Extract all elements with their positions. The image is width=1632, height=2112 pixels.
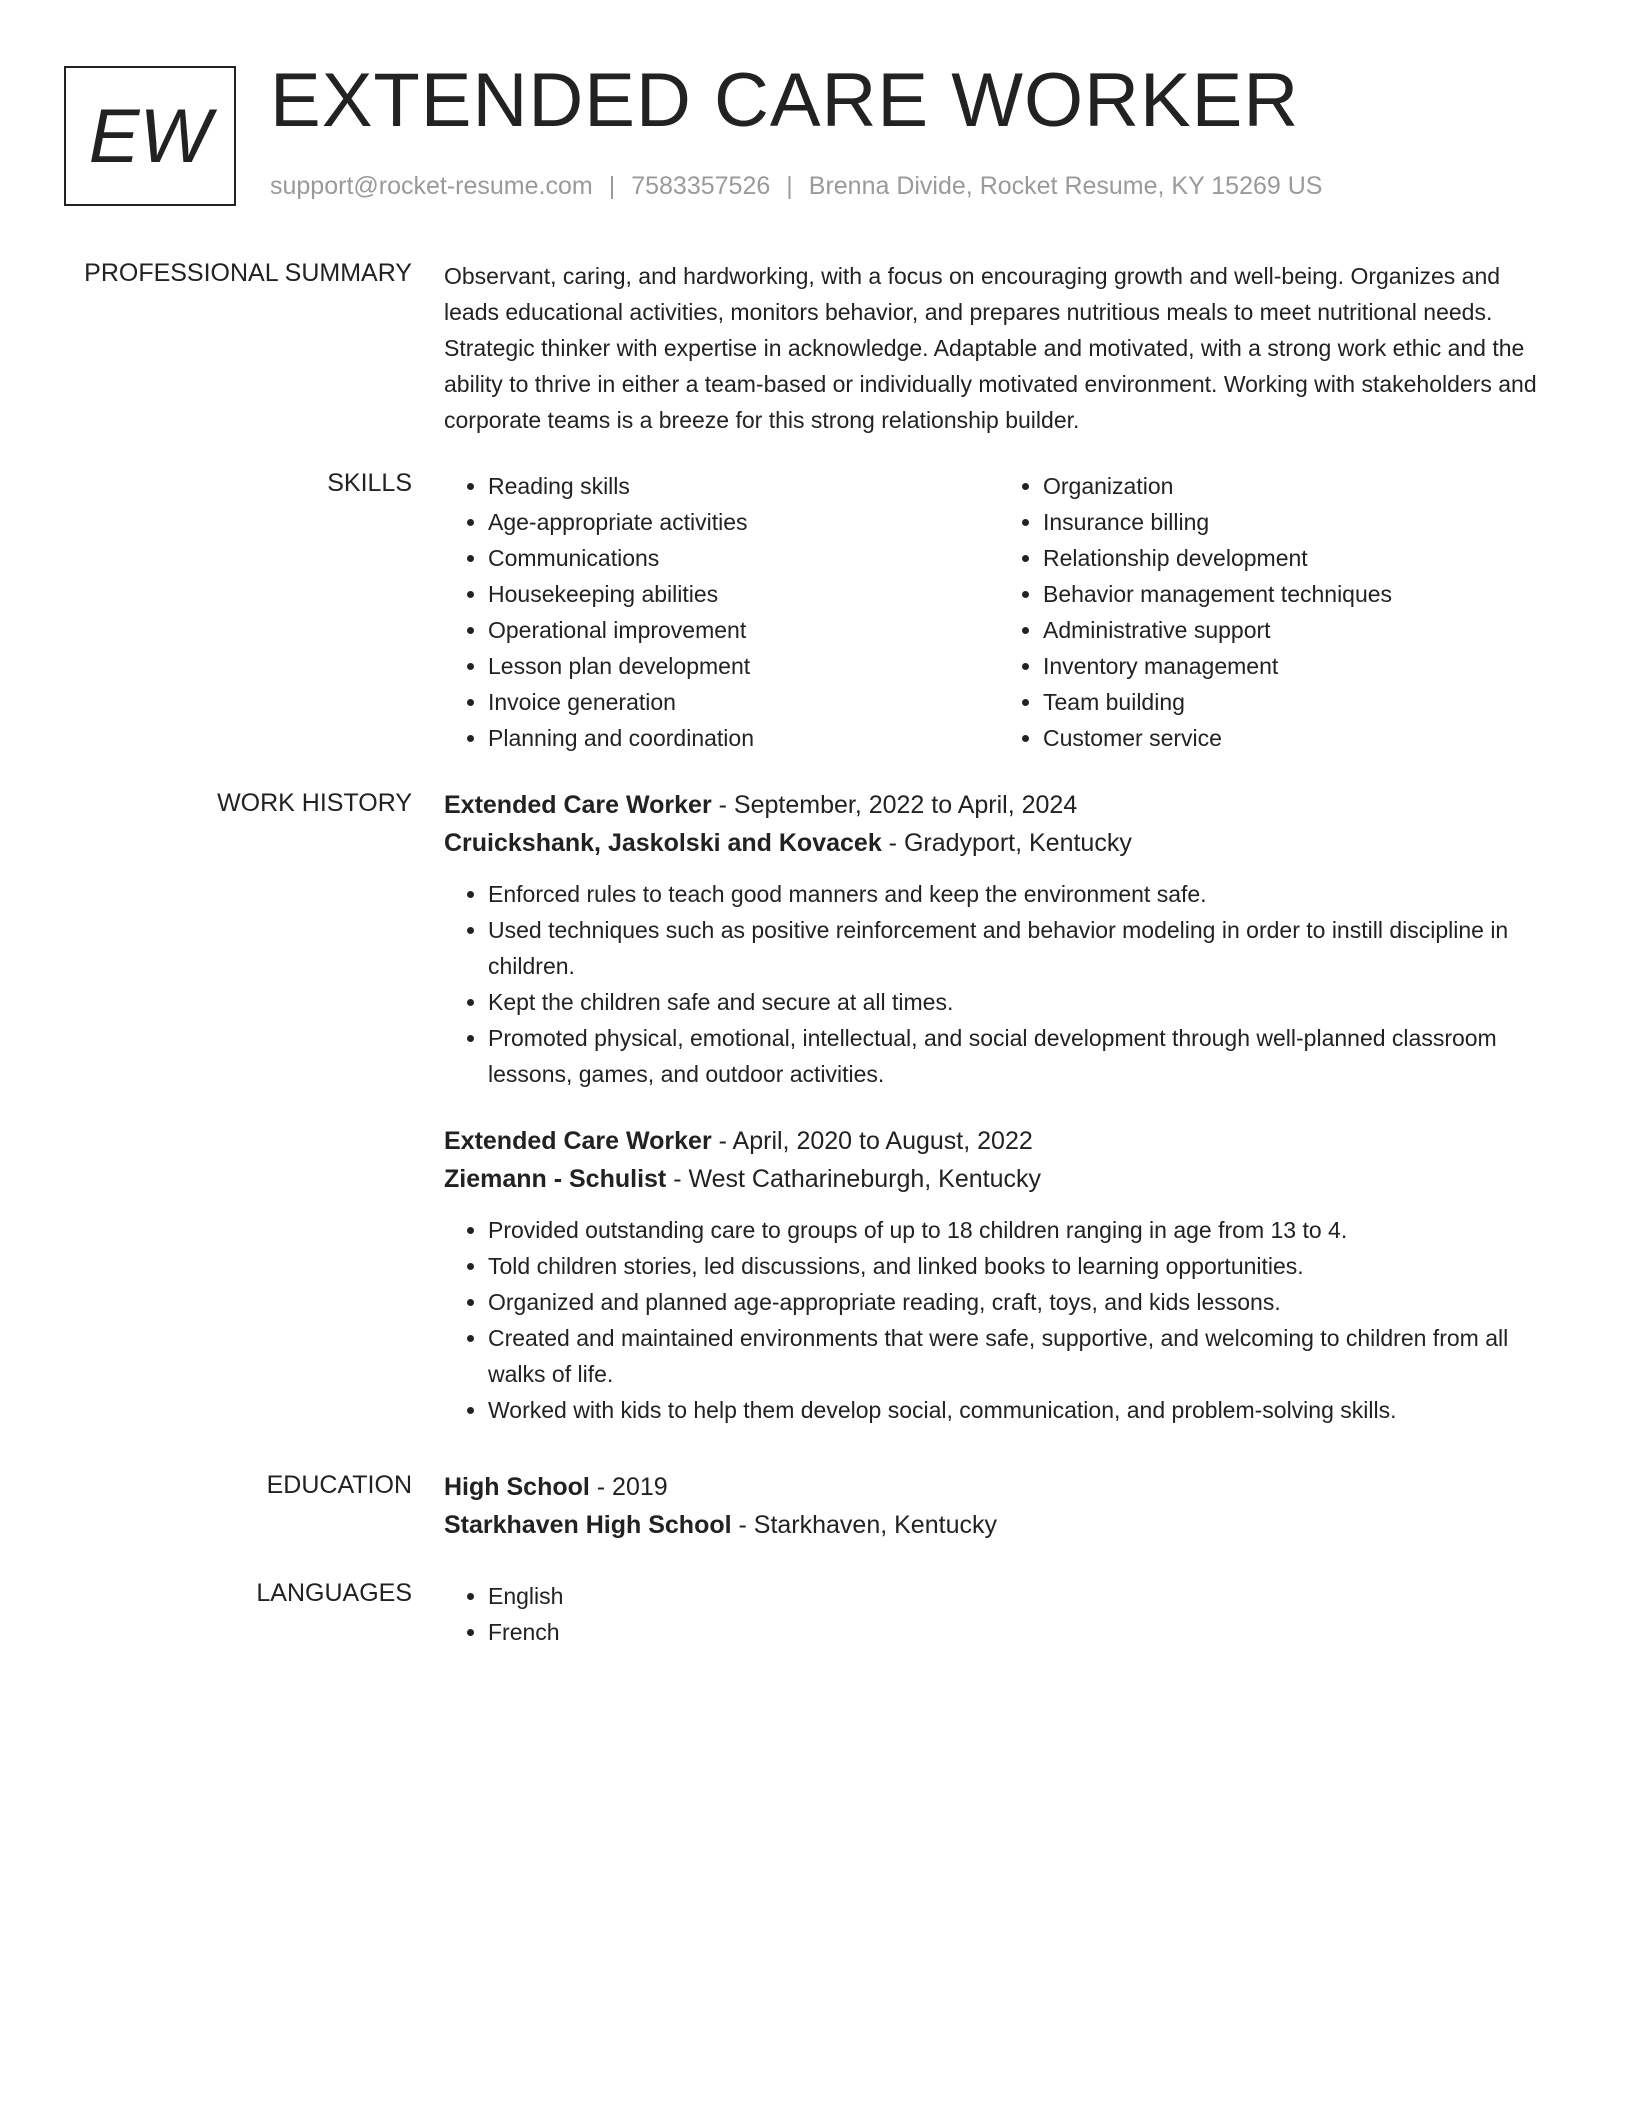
education-degree: High School [444, 1473, 590, 1501]
job-title-line [444, 1122, 1554, 1160]
job-bullets [444, 876, 1554, 1092]
job-bullet: • Created and maintained environments that were safe, supportive, and welcoming to children from all walks of life. [488, 1320, 1554, 1392]
language-item: • English [488, 1578, 1554, 1614]
skills-column-left [444, 468, 999, 756]
skills-grid [444, 468, 1554, 756]
job-dates: - September, 2022 to April, 2024 [711, 791, 1078, 819]
skill-item: • Invoice generation [488, 684, 999, 720]
skill-item: • Planning and coordination [488, 720, 999, 756]
job-bullet: • Enforced rules to teach good manners and keep the environment safe. [488, 876, 1554, 912]
education-year: - 2019 [589, 1473, 668, 1501]
resume-title: EXTENDED CARE WORKER [270, 58, 1300, 143]
skill-item: • Administrative support [1043, 612, 1554, 648]
job-bullet: • Provided outstanding care to groups of up to 18 children ranging in age from 13 to 4. [488, 1212, 1554, 1248]
contact-line [270, 172, 1322, 201]
skill-item: • Communications [488, 540, 999, 576]
language-item: • French [488, 1614, 1554, 1650]
job-bullet: • Worked with kids to help them develop social, communication, and problem-solving skills. [488, 1392, 1554, 1428]
section-label: EDUCATION [266, 1471, 412, 1499]
section-label: LANGUAGES [256, 1579, 412, 1607]
job-title: Extended Care Worker [444, 1127, 712, 1155]
skills-column-right [999, 468, 1554, 756]
summary-text: Observant, caring, and hardworking, with a focus on encouraging growth and well-being. Organizes and leads educational activities, monitors behavior, and prepares nutritious meals to meet nutritional needs. Strategic thinker with expertise in acknowledge. Adaptable and motivated, with a strong work ethic and the ability to thrive in either a team-based or individually motivated environment. Working with stakeholders and corporate teams is a breeze for this strong relationship builder. [444, 263, 1537, 433]
job-dates: - April, 2020 to August, 2022 [711, 1127, 1033, 1155]
languages-list [444, 1578, 1554, 1650]
section-label: SKILLS [327, 469, 412, 497]
contact-phone[interactable]: 7583357526 [631, 172, 771, 200]
skill-item: • Relationship development [1043, 540, 1554, 576]
contact-separator: | [608, 172, 616, 200]
education-school-line [444, 1506, 1554, 1544]
education-degree-line [444, 1468, 1554, 1506]
skill-item: • Insurance billing [1043, 504, 1554, 540]
contact-address: Brenna Divide, Rocket Resume, KY 15269 US [808, 172, 1323, 200]
contact-separator: | [786, 172, 793, 200]
skill-item: • Team building [1043, 684, 1554, 720]
job-bullet: • Told children stories, led discussions, and linked books to learning opportunities. [488, 1248, 1554, 1284]
skill-item: • Lesson plan development [488, 648, 999, 684]
job-bullet: • Used techniques such as positive reinforcement and behavior modeling in order to instill discipline in children. [488, 912, 1554, 984]
skill-item: • Age-appropriate activities [488, 504, 999, 540]
job-bullets [444, 1212, 1554, 1428]
job-title: Extended Care Worker [444, 791, 712, 819]
initials-monogram: EW [64, 66, 236, 206]
job-company: Ziemann - Schulist [444, 1165, 667, 1193]
contact-email[interactable]: support@rocket-resume.com [270, 172, 593, 200]
skill-item: • Operational improvement [488, 612, 999, 648]
skill-item: • Behavior management techniques [1043, 576, 1554, 612]
education-location: - Starkhaven, Kentucky [731, 1511, 997, 1539]
skill-item: • Housekeeping abilities [488, 576, 999, 612]
job-company: Cruickshank, Jaskolski and Kovacek [444, 829, 882, 857]
education-school: Starkhaven High School [444, 1511, 732, 1539]
job-company-line [444, 1160, 1554, 1198]
job-location: - Gradyport, Kentucky [881, 829, 1132, 857]
skill-item: • Customer service [1043, 720, 1554, 756]
job-entry [444, 1122, 1554, 1428]
job-bullet: • Organized and planned age-appropriate reading, craft, toys, and kids lessons. [488, 1284, 1554, 1320]
job-bullet: • Kept the children safe and secure at all times. [488, 984, 1554, 1020]
job-company-line [444, 824, 1554, 862]
section-label: WORK HISTORY [217, 789, 412, 817]
skill-item: • Organization [1043, 468, 1554, 504]
job-entry [444, 786, 1554, 1092]
skill-item: • Inventory management [1043, 648, 1554, 684]
job-location: - West Catharineburgh, Kentucky [666, 1165, 1041, 1193]
job-bullet: • Promoted physical, emotional, intellectual, and social development through well-planned classroom lessons, games, and outdoor activities. [488, 1020, 1554, 1092]
job-title-line [444, 786, 1554, 824]
section-label: PROFESSIONAL SUMMARY [84, 259, 412, 287]
skill-item: • Reading skills [488, 468, 999, 504]
